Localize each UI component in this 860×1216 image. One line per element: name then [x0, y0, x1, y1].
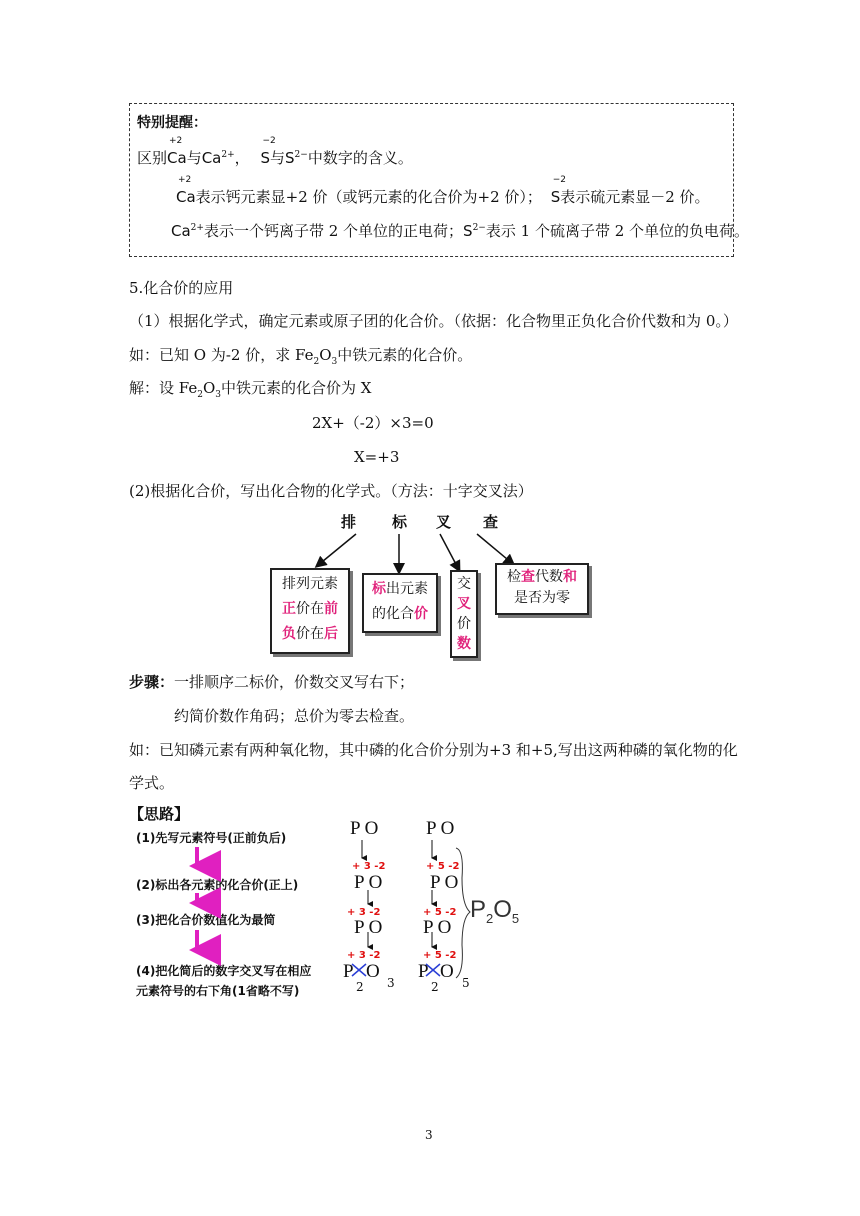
- paragraph-2: (2)根据化合价，写出化合物的化学式。（方法：十字交叉法）: [129, 482, 533, 500]
- box-text-highlight: 数: [457, 636, 471, 652]
- valence-a-4: + 3 -2: [347, 950, 381, 961]
- valence-b-4: + 5 -2: [423, 950, 457, 961]
- box-text-highlight: 后: [324, 626, 338, 642]
- oxygen-symbol: O: [444, 872, 459, 893]
- result-o-subscript: 5: [511, 910, 520, 926]
- valence-b-3: + 5 -2: [423, 907, 457, 918]
- valence-mark: −2: [552, 175, 566, 185]
- col-a-row-4-oxygen: O: [366, 961, 380, 982]
- tip-text: 表示硫元素显－2 价。: [560, 188, 710, 206]
- header-cha-check: 查: [483, 513, 499, 531]
- example-text: 中铁元素的化合价。: [337, 346, 473, 364]
- section-heading: 5.化合价的应用: [129, 279, 234, 297]
- box-text: 排列元素: [282, 576, 338, 592]
- col-b-row-4-oxygen: O: [440, 961, 454, 982]
- tip-text: 中数字的含义。: [307, 149, 413, 167]
- result-p-subscript: 2: [486, 910, 494, 926]
- phosphorus-symbol: P: [354, 872, 364, 893]
- box-text-highlight: 叉: [457, 596, 471, 612]
- oxygen-symbol: O: [368, 917, 383, 938]
- box-text-highlight: 负: [282, 626, 296, 642]
- ion-symbol: Ca: [201, 149, 222, 167]
- valence-mark: +2: [178, 175, 192, 185]
- col-a-row-4: P: [343, 961, 354, 982]
- tip-text: 与: [186, 149, 202, 167]
- valence-a-2: + 3 -2: [352, 861, 386, 872]
- col-b-row-1: [426, 818, 454, 840]
- result-formula: [470, 896, 519, 926]
- ion-symbol: S: [463, 222, 473, 240]
- subscript-b-p: 2: [431, 980, 439, 994]
- box-text-highlight: 和: [563, 569, 577, 585]
- header-cha-cross: 叉: [436, 513, 452, 531]
- steps-text: 一排顺序二标价，价数交叉写右下；: [174, 673, 415, 691]
- phosphorus-symbol: P: [430, 872, 440, 893]
- phosphorus-symbol: P: [350, 818, 360, 839]
- box-text-highlight: 正: [282, 601, 296, 617]
- box-text: 的化合: [372, 606, 414, 622]
- box-text: 价在: [296, 601, 324, 617]
- tip-text: ，: [234, 149, 250, 167]
- steps-label: 步骤：: [129, 673, 175, 691]
- valence-mark: −2: [262, 136, 276, 146]
- thinking-step-3: (3)把化合价数值化为最简: [136, 913, 276, 927]
- tip-text: 表示一个钙离子带 2 个单位的正电荷；: [203, 222, 464, 240]
- header-pai: 排: [341, 513, 357, 531]
- oxygen-symbol: O: [368, 872, 383, 893]
- box-text: 价在: [296, 626, 324, 642]
- thinking-step-4b: 元素符号的右下角(1省略不写): [136, 984, 300, 998]
- oxygen-symbol: O: [440, 818, 455, 839]
- subscript-a-p: 2: [356, 980, 364, 994]
- thinking-step-4a: (4)把化简后的数字交叉写在相应: [136, 964, 312, 978]
- col-b-row-4: P: [418, 961, 429, 982]
- phosphorus-symbol: P: [426, 818, 436, 839]
- col-a-row-2: [354, 872, 382, 894]
- box-text: 交: [457, 576, 471, 592]
- result-oxygen: O: [493, 896, 512, 923]
- col-b-row-2: [430, 872, 458, 894]
- valence-mark: +2: [169, 136, 183, 146]
- ion-charge: 2+: [190, 223, 204, 233]
- phosphorus-symbol: P: [423, 917, 433, 938]
- tip-text: 与: [269, 149, 285, 167]
- equation-1: 2X+（-2）×3=0: [312, 414, 434, 432]
- example-2-line-1: 如：已知磷元素有两种氧化物，其中磷的化合价分别为+3 和+5,写出这两种磷的氧化物的化: [129, 741, 738, 759]
- ion-charge: 2+: [221, 150, 235, 160]
- thinking-step-2: (2)标出各元素的化合价(正上): [136, 878, 299, 892]
- subscript-b-o: 5: [462, 976, 470, 990]
- box-text: 代数: [535, 569, 563, 585]
- solution-text: 中铁元素的化合价为 X: [221, 379, 372, 397]
- example-text: 如：已知 O 为-2 价，求 Fe: [129, 346, 314, 364]
- subscript-a-o: 3: [387, 976, 395, 990]
- subscript: 2: [197, 390, 203, 400]
- page-number: 3: [425, 1128, 433, 1142]
- solution-text: O: [202, 379, 216, 397]
- element-symbol: Ca: [167, 149, 187, 167]
- element-symbol: S: [260, 149, 270, 167]
- equation-2: X=+3: [354, 448, 400, 466]
- ion-symbol: S: [285, 149, 295, 167]
- subscript: 3: [331, 357, 338, 367]
- box-text-highlight: 查: [521, 569, 535, 585]
- thinking-step-1: (1)先写元素符号(正前负后): [136, 831, 287, 845]
- box-text: 出元素: [386, 581, 428, 597]
- subscript: 3: [215, 390, 222, 400]
- subscript: 2: [313, 357, 320, 367]
- tip-title: 特别提醒：: [137, 115, 207, 131]
- example-2-line-2: 学式。: [129, 774, 175, 792]
- col-a-row-1: [350, 818, 378, 840]
- ion-symbol: Ca: [171, 222, 191, 240]
- paragraph-1: （1）根据化学式，确定元素或原子团的化合价。（依据：化合物里正负化合价代数和为 0。）: [129, 312, 738, 330]
- oxygen-symbol: O: [437, 917, 452, 938]
- col-b-row-3: [423, 917, 451, 939]
- box-text-highlight: 价: [414, 606, 428, 622]
- valence-a-3: + 3 -2: [347, 907, 381, 918]
- element-symbol: Ca: [176, 188, 196, 206]
- phosphorus-symbol: P: [354, 917, 364, 938]
- header-biao: 标: [392, 513, 408, 531]
- col-a-row-3: [354, 917, 382, 939]
- box-text-highlight: 前: [324, 601, 338, 617]
- element-symbol: S: [550, 188, 561, 206]
- box-text: 价: [457, 616, 471, 632]
- result-phosphorus: P: [470, 896, 487, 923]
- thinking-title: 【思路】: [129, 805, 190, 823]
- box-text: 检: [507, 569, 521, 585]
- example-text: O: [319, 346, 332, 364]
- tip-text: 表示钙元素显+2 价（或钙元素的化合价为+2 价）；: [195, 188, 542, 206]
- tip-text: 表示 1 个硫离子带 2 个单位的负电荷。: [485, 222, 750, 240]
- steps-line-2: 约简价数作角码；总价为零去检查。: [174, 707, 415, 725]
- solution-text: 解：设 Fe: [129, 379, 198, 397]
- tip-text: 区别: [137, 149, 168, 167]
- valence-b-2: + 5 -2: [426, 861, 460, 872]
- box-text: 是否为零: [514, 590, 570, 606]
- ion-charge: 2−: [294, 150, 308, 160]
- ion-charge: 2−: [472, 223, 486, 233]
- oxygen-symbol: O: [364, 818, 379, 839]
- box-text-highlight: 标: [372, 581, 386, 597]
